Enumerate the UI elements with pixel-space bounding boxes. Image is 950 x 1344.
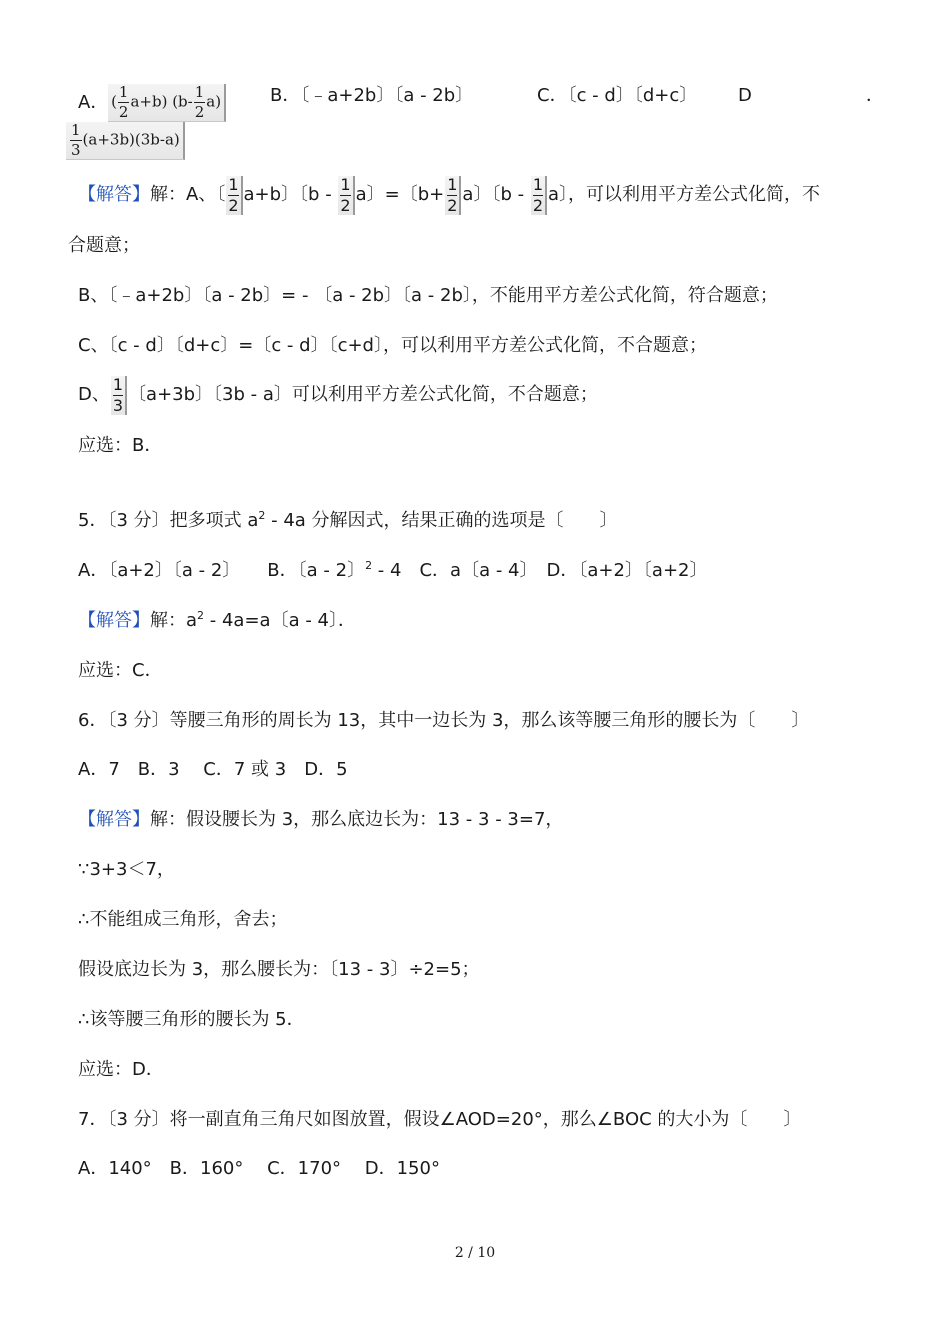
q4-option-c: C．〔c - d〕〔d+c〕 bbox=[537, 85, 698, 106]
q4-solution-line-d: D、 $\frac{1}{3}$ 〔a+3b〕〔3b - a〕可以利用平方差公式化简，不合题意； bbox=[78, 374, 598, 415]
q5-options: A．〔a+2〕〔a - 2〕 B．〔a - 2〕$^2$ - 4 C．a〔a - 4〕 D．〔a+2〕〔a+2〕 bbox=[78, 559, 708, 581]
q4-option-b: B．〔﹣a+2b〕〔a - 2b〕 bbox=[270, 85, 474, 106]
q6-solution-tag: 【解答】 bbox=[78, 809, 150, 830]
q7-options: A．140° B．160° C．170° D．150° bbox=[78, 1158, 440, 1179]
q6-solution-line-2: ∵3+3＜7， bbox=[78, 859, 175, 880]
q4-option-a-label: A． bbox=[78, 92, 109, 113]
q7-stem: 7．〔3 分〕将一副直角三角尺如图放置，假设∠AOD=20°，那么∠BOC 的大小为〔 〕 bbox=[78, 1109, 802, 1130]
q6-options: A．7 B．3 C．7 或 3 D．5 bbox=[78, 759, 348, 780]
q4-option-d-dot: ． bbox=[866, 85, 884, 106]
q4-solution-tag: 【解答】 bbox=[78, 184, 150, 205]
q4-option-a-formula: ( $\frac{1}{2}$ a+b) (b- $\frac{1}{2}$ a) bbox=[108, 84, 226, 122]
q4-solution-line-c: C、〔c - d〕〔d+c〕=〔c - d〕〔c+d〕，可以利用平方差公式化简，不合题意； bbox=[78, 335, 707, 356]
q6-solution-line-1: 【解答】解：假设腰长为 3，那么底边长为：13 - 3 - 3=7， bbox=[78, 809, 564, 830]
q6-solution-line-3: ∴不能组成三角形，舍去； bbox=[78, 909, 288, 930]
q6-solution-line-4: 假设底边长为 3，那么腰长为：〔13 - 3〕÷2=5； bbox=[78, 959, 480, 980]
q4-option-d-label: D bbox=[738, 85, 752, 106]
q6-answer: 应选：D． bbox=[78, 1059, 164, 1080]
q6-solution-line-5: ∴该等腰三角形的腰长为 5． bbox=[78, 1009, 305, 1030]
q4-solution-line-b: B、〔﹣a+2b〕〔a - 2b〕= - 〔a - 2b〕〔a - 2b〕，不能用平方差公式化简，符合题意； bbox=[78, 285, 778, 306]
q5-solution-tag: 【解答】 bbox=[78, 610, 150, 631]
q4-option-d-formula: $\frac{1}{3}$ (a+3b)(3b-a) bbox=[66, 122, 185, 160]
q4-answer: 应选：B． bbox=[78, 435, 163, 456]
q6-stem: 6．〔3 分〕等腰三角形的周长为 13，其中一边长为 3，那么该等腰三角形的腰长为〔 〕 bbox=[78, 710, 810, 731]
q5-stem: 5．〔3 分〕把多项式 $a^2 - 4a$ 分解因式，结果正确的选项是〔 〕 bbox=[78, 509, 618, 531]
q4-options-row bbox=[78, 84, 226, 122]
q5-solution: 【解答】解：$a^2 - 4a=a$〔a - 4〕． bbox=[78, 609, 356, 631]
q4-solution-line-a-cont: 合题意； bbox=[68, 235, 140, 256]
q4-solution-line-a: 【解答】解：A、〔 $\frac{1}{2}$ a+b〕〔b - $\frac{1}{2}$ a〕=〔b+ $\frac{1}{2}$ a〕〔b - $\frac{1}{2}$ a〕，可以利用平方差公式化简，不 bbox=[78, 174, 821, 215]
page-number: 2 / 10 bbox=[454, 1245, 496, 1261]
q4-option-d-formula-row bbox=[66, 121, 185, 161]
q5-answer: 应选：C． bbox=[78, 660, 163, 681]
